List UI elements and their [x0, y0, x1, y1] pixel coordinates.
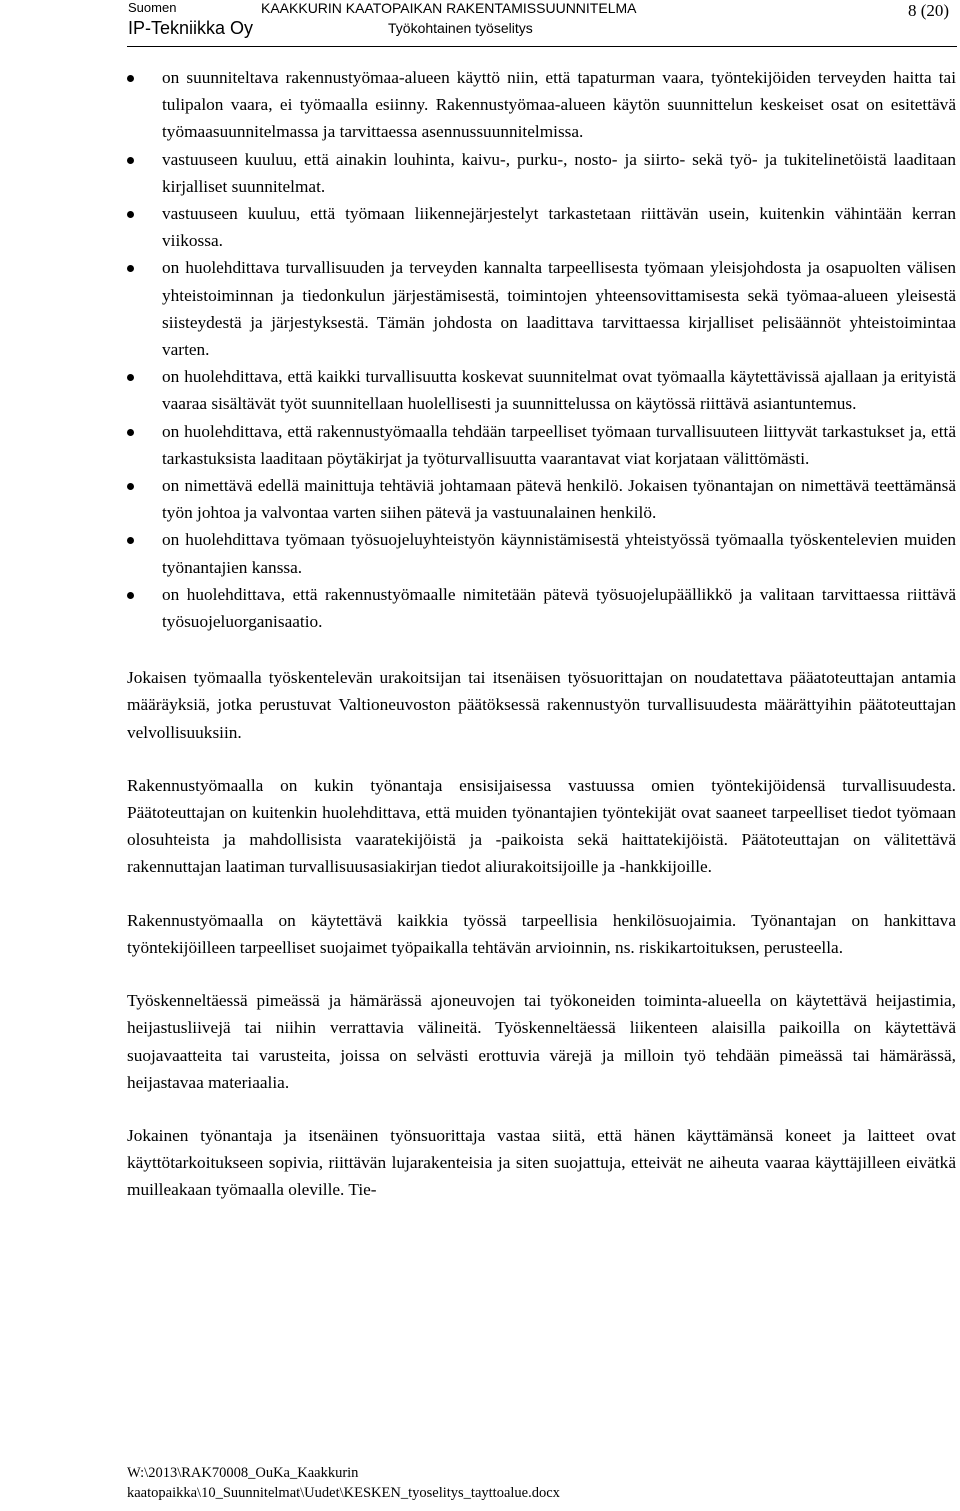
page-number: 8 (20): [908, 1, 950, 20]
paragraph-machinery-safety: Jokainen työnantaja ja itsenäinen työnsuorittaja vastaa siitä, että hänen käyttämänsä koneet ja laitteet ovat käyttötarkoitukseen sopivia, riittävän lujarakenteisia ja siten suojattuja, etteivät ne aiheuta vaaraa käyttäjilleen eivätkä muilleakaan työmaalla oleville. Tie-: [127, 1125, 956, 1200]
bullet-icon: [127, 374, 134, 381]
list-item: vastuuseen kuuluu, että työmaan liikennejärjestelyt tarkastetaan riittävän usein, kuitenkin vähintään kerran viikossa.: [127, 200, 956, 254]
list-item: on huolehdittava, että rakennustyömaalla tehdään tarpeelliset työmaan turvallisuuteen liittyvät tarkastukset ja, että tarkastuksista laaditaan pöytäkirjat ja työturvallisuutta vaarantavat viat korjataan välittömästi.: [127, 418, 956, 472]
paragraph-employer-responsibility: Rakennustyömaalla on kukin työnantaja ensisijaisessa vastuussa omien työntekijöidensä turvallisuudesta. Päätoteuttajan on kuitenkin huolehdittava, että muiden työnantajien työntekijät ovat saaneet tarpeelliset tiedot työmaan olosuhteista ja mahdollisista vaaratekijöistä ja -paikoista sekä haittatekijöistä. Päätoteuttajan on välitettävä rakennuttajan laatiman turvallisuusasiakirjan tiedot aliurakoitsijoille ja -hankkijoille.: [127, 775, 956, 877]
responsibility-list: [127, 64, 956, 635]
file-path-line-1: W:\2013\RAK70008_OuKa_Kaakkurin: [127, 1465, 359, 1481]
bullet-icon: [127, 75, 134, 82]
document-subtitle: Työkohtainen työselitys: [388, 20, 533, 36]
company-name-bottom: IP-Tekniikka Oy: [128, 18, 254, 38]
bullet-icon: [127, 211, 134, 218]
page-footer: [127, 1463, 560, 1503]
list-item: vastuuseen kuuluu, että ainakin louhinta, kaivu-, purku-, nosto- ja siirto- sekä työ- ja tukitelinetöistä laaditaan kirjalliset suunnitelmat.: [127, 146, 956, 200]
bullet-icon: [127, 592, 134, 599]
bullet-icon: [127, 537, 134, 544]
bullet-icon: [127, 429, 134, 436]
paragraph-protective-equipment: Rakennustyömaalla on käytettävä kaikkia työssä tarpeellisia henkilösuojaimia. Työnantajan on hankittava työntekijöilleen tarpeelliset suojaimet työpaikalla tehtävän arvioinnin, ns. riskikartoituksen, perusteella.: [127, 910, 956, 957]
bullet-icon: [127, 157, 134, 164]
list-item: on huolehdittava, että kaikki turvallisuutta koskevat suunnitelmat ovat työmaalla käytettävissä ajallaan ja erityistä vaaraa sisältävät työt suunnitellaan huolellisesti ja suunnittelussa on käytössä riittävä asiantuntemus.: [127, 363, 956, 417]
document-title: KAAKKURIN KAATOPAIKAN RAKENTAMISSUUNNITELMA: [261, 0, 637, 16]
paragraph-contractor-obligations: Jokaisen työmaalla työskentelevän urakoitsijan tai itsenäisen työsuorittajan on noudatettava pääatoteuttajan antamia määräyksiä, jotka perustuvat Valtioneuvoston päätöksessä rakennustyön turvallisuudesta määrättyihin päätoteuttajan velvollisuuksiin.: [127, 668, 956, 742]
list-item: on nimettävä edellä mainittuja tehtäviä johtamaan pätevä henkilö. Jokaisen työnantajan on nimettävä teettämänsä työn johtoa ja valvontaa varten siihen pätevä ja vastuunalainen henkilö.: [127, 472, 956, 526]
list-item: on huolehdittava työmaan työsuojeluyhteistyön käynnistämisestä yhteistyössä työmaalla työskentelevien muiden työnantajien kanssa.: [127, 526, 956, 580]
bullet-icon: [127, 483, 134, 490]
page-header: [0, 0, 960, 48]
paragraph-reflective-gear: Työskenneltäessä pimeässä ja hämärässä ajoneuvojen tai työkoneiden toiminta-alueella on käytettävä heijastimia, heijastusliivejä tai niihin verrattavia välineitä. Työskenneltäessä liikenteen alaisilla paikoilla on käytettävä suojavaatteita tai varusteita, joissa on selvästi erottuvia värejä ja milloin työ tehdään pimeässä tai hämärässä, heijastavaa materiaalia.: [127, 991, 956, 1092]
bullet-icon: [127, 265, 134, 272]
list-item: on suunniteltava rakennustyömaa-alueen käyttö niin, että tapaturman vaara, työntekijöiden terveyden haitta tai tulipalon vaara, ei työmaalla esiinny. Rakennustyömaa-alueen käytön suunnittelun keskeiset osat on esitettävä työmaasuunnitelmassa ja tarvittaessa asennussuunnitelmissa.: [127, 64, 956, 146]
list-item: on huolehdittava turvallisuuden ja terveyden kannalta tarpeellisesta työmaan yleisjohdosta ja osapuolten välisen yhteistoiminnan ja tiedonkulun järjestämisestä, toimintojen yhteensovittamisesta sekä työmaa-alueen yleisestä siisteydestä ja järjestyksestä. Tämän johdosta on laadittava tarvittaessa kirjalliset pelisäännöt yhteistoimintaa varten.: [127, 254, 956, 363]
company-name-top: Suomen: [128, 0, 177, 15]
header-divider: [127, 46, 957, 47]
file-path-line-2: kaatopaikka\10_Suunnitelmat\Uudet\KESKEN_tyoselitys_tayttoalue.docx: [127, 1485, 560, 1501]
document-body: [127, 64, 956, 1204]
list-item: on huolehdittava, että rakennustyömaalle nimitetään pätevä työsuojelupäällikkö ja valitaan tarvittaessa riittävä työsuojeluorganisaatio.: [127, 581, 956, 635]
